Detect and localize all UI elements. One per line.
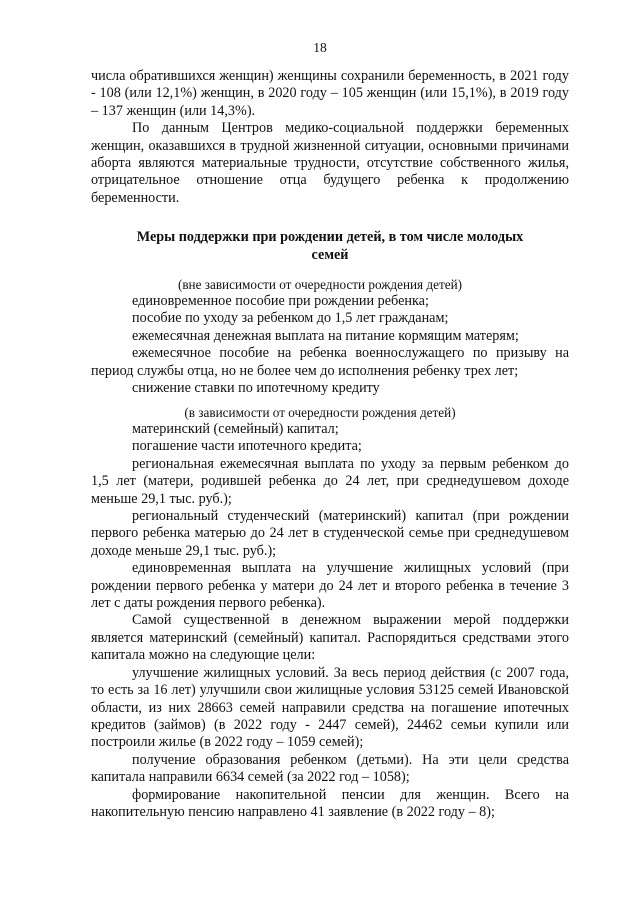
list-item: погашение части ипотечного кредита; <box>132 438 362 455</box>
paragraph-abortion-causes: По данным Центров медико-социальной поддержки беременных женщин, оказавшихся в трудной жизненной ситуации, основными причинами аборта являются материальные трудности, отсутствие собственного жилья, отрицательное отношение отца будущего ребенка к продолжению беременности. <box>91 120 569 206</box>
list-item: ежемесячная денежная выплата на питание кормящим матерям; <box>132 327 519 344</box>
list-item: формирование накопительной пенсии для женщин. Всего на накопительную пенсию направлено 41 заявление (в 2022 году – 8); <box>91 786 569 820</box>
note-independent: (вне зависимости от очередности рождения детей) <box>177 277 463 292</box>
list-item: снижение ставки по ипотечному кредиту <box>132 380 380 397</box>
paragraph-maternity-capital: Самой существенной в денежном выражении мерой поддержки является материнский (семейный) капитал. Распорядиться средствами этого капитала можно на следующие цели: <box>91 612 569 664</box>
list-item: материнский (семейный) капитал; <box>132 421 339 437</box>
list-item: региональная ежемесячная выплата по уходу за первым ребенком до 1,5 лет (матери, родившей ребенка до 24 лет, при среднедушевом доходе меньше 29,1 тыс. руб.); <box>91 455 569 507</box>
section-heading: Меры поддержки при рождении детей, в том числе молодых семей <box>136 229 524 263</box>
note-dependent: (в зависимости от очередности рождения детей) <box>184 405 456 420</box>
list-item: региональный студенческий (материнский) капитал (при рождении первого ребенка матерью до 24 лет в студенческой семье при среднедушевом доходе меньше 29,1 тыс. руб.); <box>91 508 569 559</box>
list-dependent <box>91 421 569 821</box>
list-independent <box>91 293 569 397</box>
list-item: улучшение жилищных условий. За весь период действия (с 2007 года, то есть за 16 лет) улучшили свои жилищные условия 53125 семей Ивановской области, из них 28663 семей направили средства на погашение ипотечных кредитов (займов) (в 2022 году - 2447 семей), 24462 семьи купили или построили жилье (в 2022 году – 1059 семей); <box>91 664 569 751</box>
intro-block <box>91 68 569 207</box>
list-item: ежемесячное пособие на ребенка военнослужащего по призыву на период службы отца, но не более чем до исполнения ребенку трех лет; <box>91 345 569 379</box>
list-item: пособие по уходу за ребенком до 1,5 лет гражданам; <box>132 310 449 327</box>
list-item: единовременная выплата на улучшение жилищных условий (при рождении первого ребенка у матери до 24 лет и второго ребенка в течение 3 лет с даты рождения первого ребенка). <box>91 560 569 612</box>
list-item: получение образования ребенком (детьми). На эти цели средства капитала направили 6634 семей (за 2022 год – 1058); <box>91 751 569 786</box>
list-item: единовременное пособие при рождении ребенка; <box>132 293 429 309</box>
page-number: 18 <box>313 40 327 55</box>
paragraph-abortion-stats: числа обратившихся женщин) женщины сохранили беременность, в 2021 году - 108 (или 12,1%) женщин, в 2020 году – 105 женщин (или 15,1%), в 2019 году – 137 женщин (или 14,3%). <box>91 68 569 119</box>
